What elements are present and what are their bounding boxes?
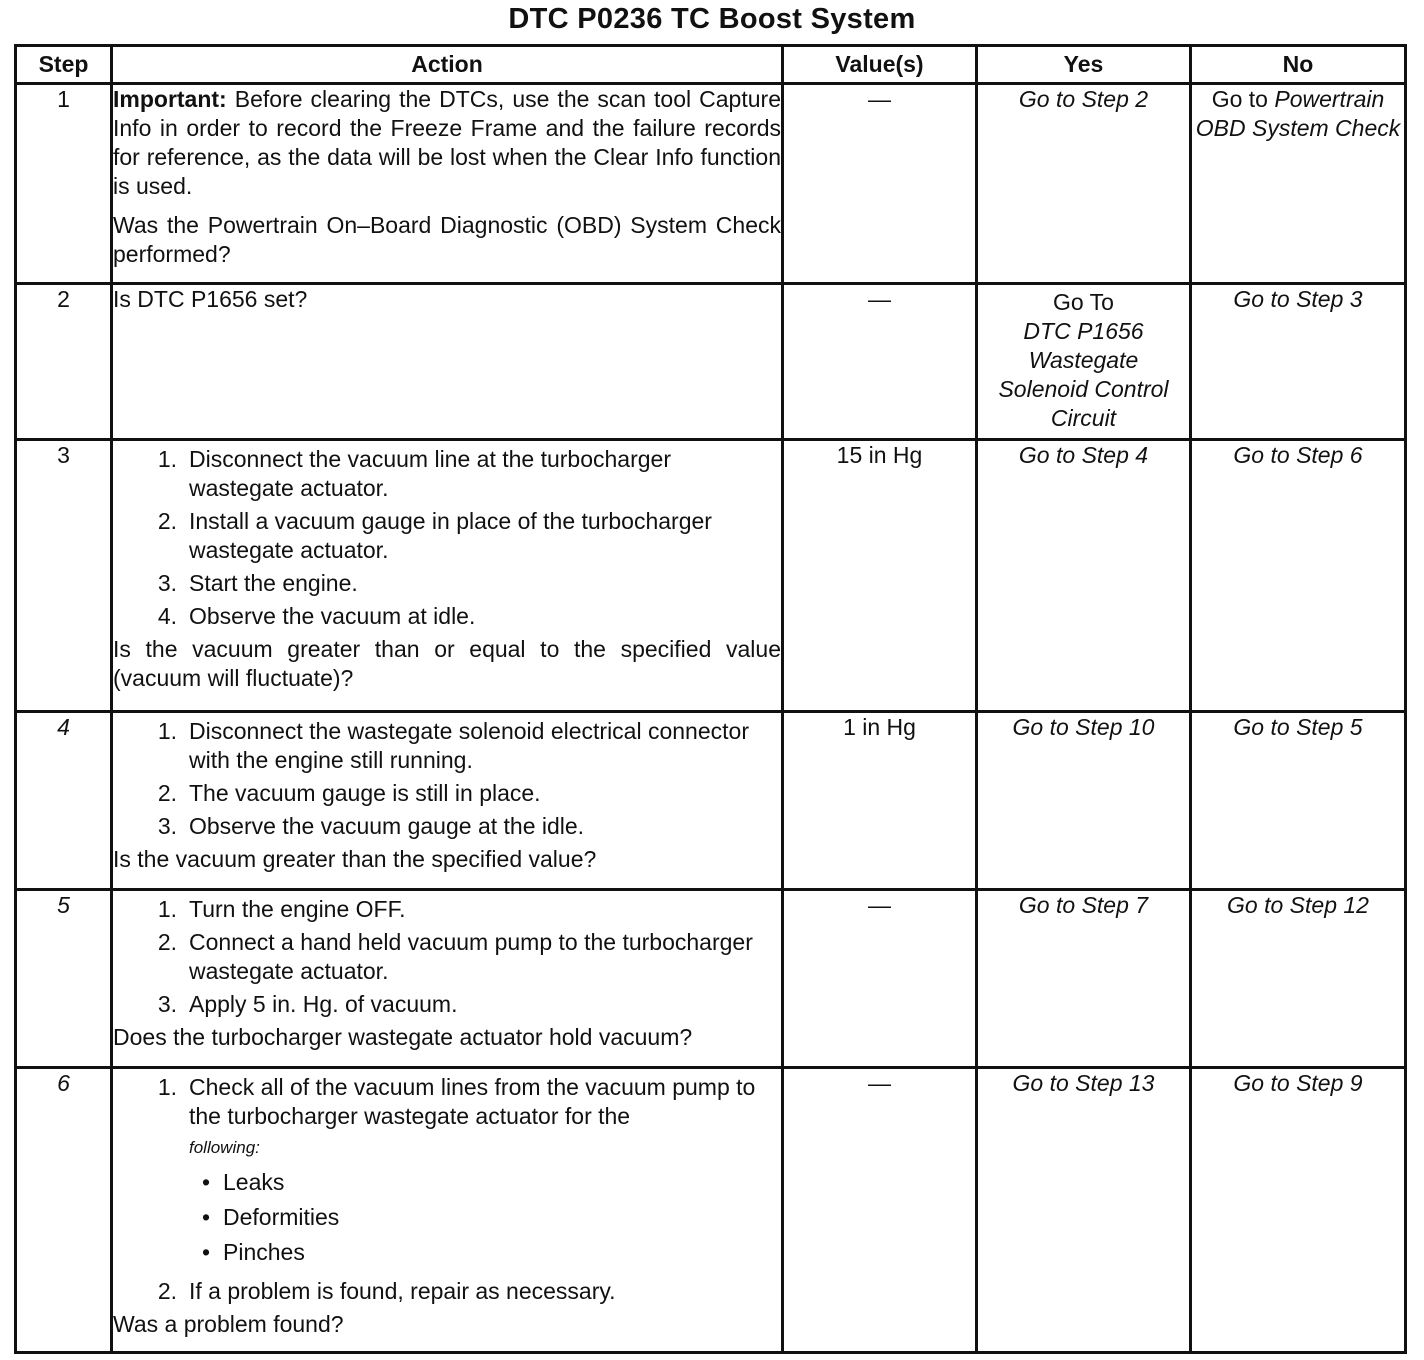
yes-cell [977, 84, 1191, 284]
yes-prefix: Go To [1053, 289, 1114, 315]
item-text [189, 1073, 781, 1273]
list-item [113, 717, 781, 775]
bullet-item [189, 1238, 781, 1267]
item-number: 3. [157, 991, 177, 1017]
header-step: Step [16, 46, 112, 84]
item-number: 1. [157, 896, 177, 922]
item-text: Install a vacuum gauge in place of the turbocharger wastegate actuator. [189, 508, 712, 563]
item-number: 2. [157, 508, 177, 534]
question: Is DTC P1656 set? [113, 286, 308, 312]
item-number: 2. [157, 780, 177, 806]
no-cell [1191, 440, 1406, 712]
item-text: Turn the engine OFF. [189, 896, 406, 922]
procedure-list [113, 717, 781, 841]
table-row [16, 712, 1406, 890]
action-cell [112, 890, 783, 1068]
yes-cell [977, 890, 1191, 1068]
action-cell [112, 284, 783, 440]
yes-cell [977, 712, 1191, 890]
item-text: Disconnect the wastegate solenoid electrical connector with the engine still running. [189, 718, 749, 773]
table-row [16, 440, 1406, 712]
question: Is the vacuum greater than or equal to the specified value (vacuum will fluctuate)? [113, 636, 781, 691]
bullet-text: Deformities [223, 1204, 340, 1230]
question: Was a problem found? [113, 1311, 344, 1337]
procedure-list [113, 895, 781, 1019]
header-yes: Yes [977, 46, 1191, 84]
item-number: 1. [157, 718, 177, 744]
header-values: Value(s) [783, 46, 977, 84]
step-number: 1 [16, 84, 112, 284]
bullet-item [189, 1203, 781, 1232]
bullet-icon: • [201, 1169, 211, 1195]
list-item [113, 928, 781, 986]
table-row [16, 890, 1406, 1068]
header-row [16, 46, 1406, 84]
no-cell [1191, 712, 1406, 890]
no-cell [1191, 284, 1406, 440]
item-number: 3. [157, 570, 177, 596]
item-text: Connect a hand held vacuum pump to the turbocharger wastegate actuator. [189, 929, 753, 984]
header-action: Action [112, 46, 783, 84]
list-item [113, 602, 781, 631]
list-item [113, 445, 781, 503]
item-text: Start the engine. [189, 570, 358, 596]
value-cell: — [783, 84, 977, 284]
no-link[interactable]: Powertrain OBD System Check [1195, 86, 1401, 141]
item-text: Disconnect the vacuum line at the turbocharger wastegate actuator. [189, 446, 671, 501]
bullet-list [189, 1168, 781, 1267]
list-item [113, 507, 781, 565]
list-item [113, 569, 781, 598]
list-item [113, 1277, 781, 1306]
action-cell [112, 84, 783, 284]
no-link[interactable]: Go to Step 9 [1233, 1070, 1363, 1096]
bullet-icon: • [201, 1239, 211, 1265]
important-note [113, 85, 781, 201]
item-number: 1. [157, 1074, 177, 1100]
question: Is the vacuum greater than the specified value? [113, 846, 597, 872]
yes-link[interactable]: Go to Step 10 [1012, 714, 1155, 740]
question: Was the Powertrain On–Board Diagnostic (OBD) System Check performed? [113, 212, 781, 267]
question: Does the turbocharger wastegate actuator hold vacuum? [113, 1024, 693, 1050]
item-number: 2. [157, 929, 177, 955]
yes-link[interactable]: Go to Step 13 [1012, 1070, 1155, 1096]
item-text: If a problem is found, repair as necessary. [189, 1278, 616, 1304]
item-text-tail: following: [189, 1138, 260, 1157]
yes-link[interactable]: Go to Step 4 [1018, 442, 1149, 468]
action-cell [112, 440, 783, 712]
procedure-list [113, 445, 781, 631]
important-label: Important: [113, 86, 227, 112]
value-cell: 15 in Hg [783, 440, 977, 712]
procedure-list [113, 1073, 781, 1306]
yes-link[interactable]: DTC P1656 Wastegate Solenoid Control Circuit [998, 318, 1169, 431]
item-number: 1. [157, 446, 177, 472]
item-text: Observe the vacuum gauge at the idle. [189, 813, 585, 839]
no-prefix: Go to [1211, 86, 1268, 112]
list-item [113, 990, 781, 1019]
list-item [113, 812, 781, 841]
bullet-text: Pinches [223, 1239, 305, 1265]
step-number: 6 [16, 1068, 112, 1353]
value-cell: 1 in Hg [783, 712, 977, 890]
table-row [16, 84, 1406, 284]
yes-link[interactable]: Go to Step 2 [1018, 86, 1149, 112]
no-link[interactable]: Go to Step 12 [1227, 892, 1369, 918]
yes-cell [977, 284, 1191, 440]
value-cell: — [783, 1068, 977, 1353]
yes-link[interactable]: Go to Step 7 [1018, 892, 1149, 918]
no-cell [1191, 1068, 1406, 1353]
step-number: 3 [16, 440, 112, 712]
item-text: The vacuum gauge is still in place. [189, 780, 541, 806]
header-no: No [1191, 46, 1406, 84]
table-row [16, 1068, 1406, 1353]
list-item [113, 1073, 781, 1273]
no-link[interactable]: Go to Step 5 [1233, 714, 1363, 740]
item-number: 2. [157, 1278, 177, 1304]
list-item [113, 895, 781, 924]
step-number: 4 [16, 712, 112, 890]
step-number: 2 [16, 284, 112, 440]
value-cell: — [783, 890, 977, 1068]
bullet-icon: • [201, 1204, 211, 1230]
diagnostic-table [14, 44, 1407, 1354]
page-title: DTC P0236 TC Boost System [508, 3, 916, 35]
important-text: Before clearing the DTCs, use the scan tool Capture Info in order to record the Freeze Frame and the failure records for reference, as the data will be lost when the Clear Info function is used. [113, 86, 781, 199]
bullet-item [189, 1168, 781, 1197]
no-link[interactable]: Go to Step 3 [1233, 286, 1363, 312]
no-cell [1191, 84, 1406, 284]
item-number: 3. [157, 813, 177, 839]
action-cell [112, 712, 783, 890]
yes-cell [977, 1068, 1191, 1353]
item-text: Apply 5 in. Hg. of vacuum. [189, 991, 458, 1017]
item-text-main: Check all of the vacuum lines from the vacuum pump to the turbocharger wastegate actuator for the [189, 1074, 756, 1129]
no-link[interactable]: Go to Step 6 [1233, 442, 1363, 468]
item-text: Observe the vacuum at idle. [189, 603, 476, 629]
no-cell [1191, 890, 1406, 1068]
step-number: 5 [16, 890, 112, 1068]
value-cell: — [783, 284, 977, 440]
table-row [16, 284, 1406, 440]
list-item [113, 779, 781, 808]
item-number: 4. [157, 603, 177, 629]
action-cell [112, 1068, 783, 1353]
yes-cell [977, 440, 1191, 712]
bullet-text: Leaks [223, 1169, 285, 1195]
